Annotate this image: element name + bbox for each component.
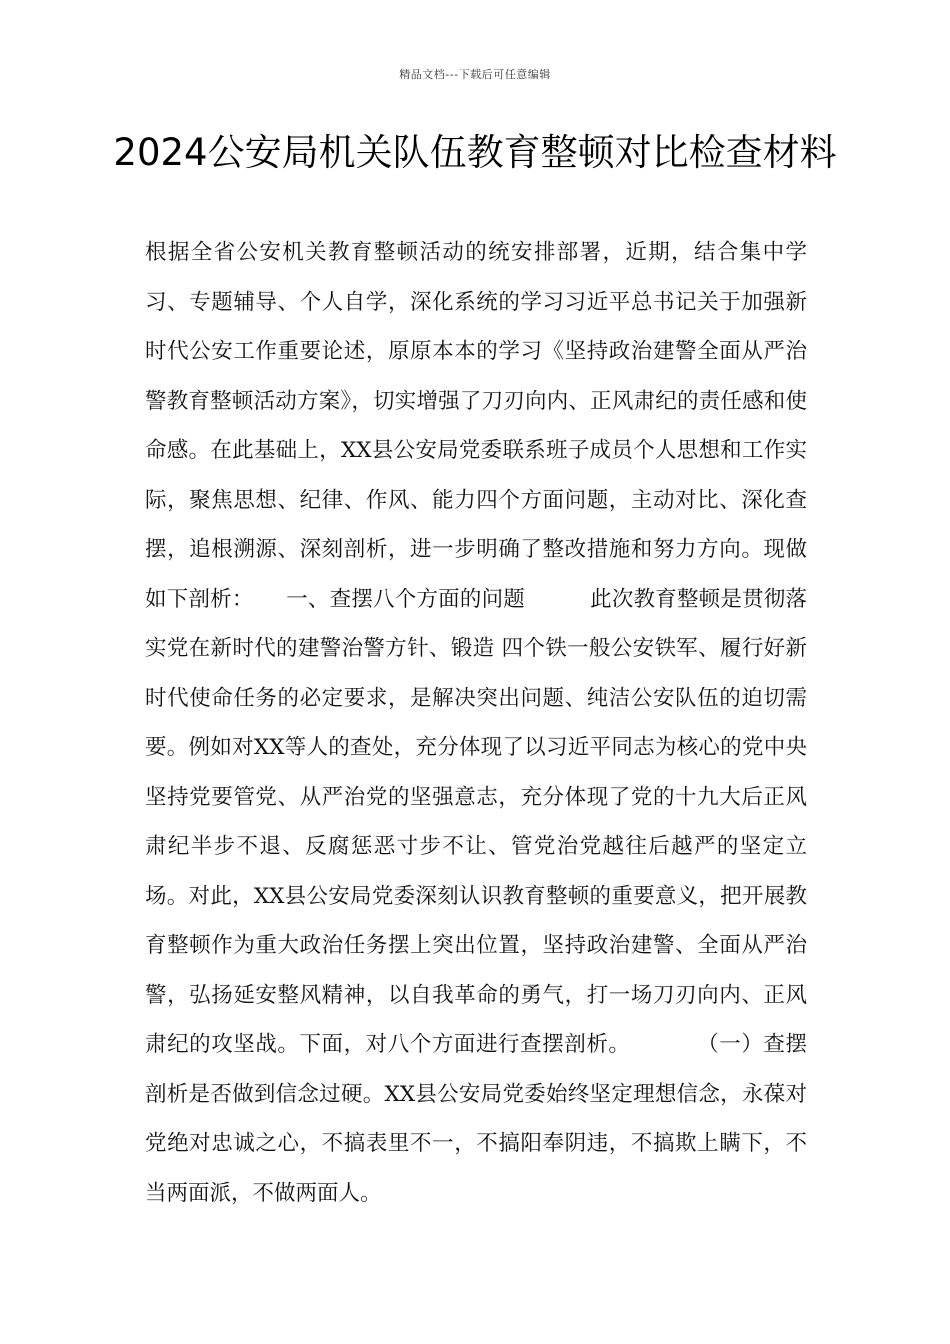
page-header-note: 精品文档---下载后可任意编辑	[399, 68, 551, 81]
document-title: 2024公安局机关队伍教育整顿对比检查材料	[113, 131, 837, 174]
document-body-paragraph: 根据全省公安机关教育整顿活动的统安排部署，近期，结合集中学习、专题辅导、个人自学，深化系统的学习习近平总书记关于加强新时代公安工作重要论述，原原本本的学习《坚持政治建警全面从严治警教育整顿活动方案》，切实增强了刀刃向内、正风肃纪的责任感和使命感。在此基础上，XX县公安局党委联系班子成员个人思想和工作实际，聚焦思想、纪律、作风、能力四个方面问题，主动对比、深化查摆，追根溯源、深刻剖析，进一步明确了整改措施和努力方向。现做如下剖析： 一、查摆八个方面的问题 此次教育整顿是贯彻落实党在新时代的建警治警方针、锻造 四个铁一般公安铁军、履行好新时代使命任务的必定要求，是解决突出问题、纯洁公安队伍的迫切需要。例如对XX等人的查处，充分体现了以习近平同志为核心的党中央坚持党要管党、从严治党的坚强意志，充分体现了党的十九大后正风肃纪半步不退、反腐惩恶寸步不让、管党治党越往后越严的坚定立场。对此，XX县公安局党委深刻认识教育整顿的重要意义，把开展教育整顿作为重大政治任务摆上突出位置，坚持政治建警、全面从严治警，弘扬延安整风精神，以自我革命的勇气，打一场刀刃向内、正风肃纪的攻坚战。下面，对八个方面进行查摆剖析。 （一）查摆剖析是否做到信念过硬。XX县公安局党委始终坚定理想信念，永葆对党绝对忠诚之心，不搞表里不一，不搞阳奉阴违，不搞欺上瞒下，不当两面派，不做两面人。	[145, 240, 807, 1206]
